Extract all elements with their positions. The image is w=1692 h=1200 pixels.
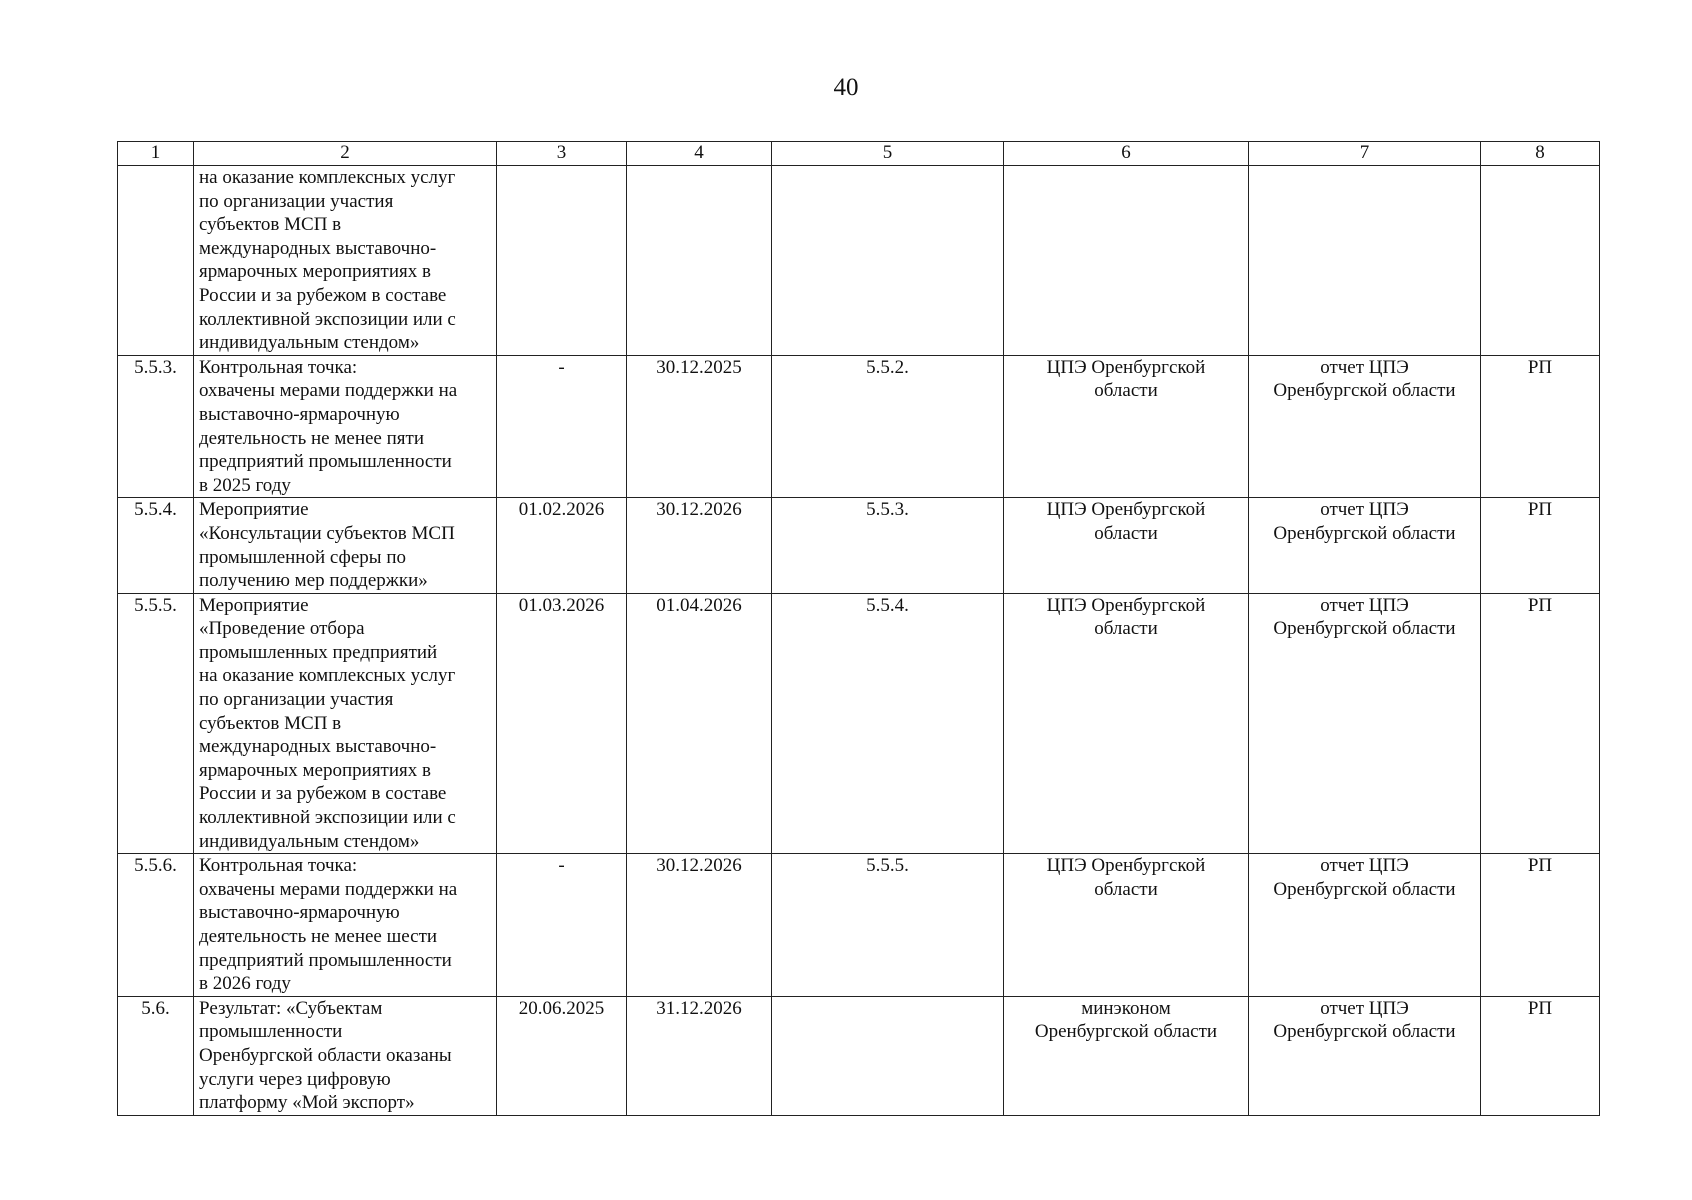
row-number-cell: [118, 996, 194, 1115]
start-date: 01.03.2026: [518, 594, 605, 616]
end-date: 30.12.2026: [656, 499, 742, 521]
description-line: выставочно-ярмарочную: [199, 403, 400, 425]
row-number-cell: [118, 166, 194, 356]
description-line: на оказание комплексных услуг: [199, 665, 456, 687]
control-level: РП: [1527, 499, 1553, 521]
description-line: на оказание комплексных услуг: [199, 167, 456, 188]
document-cell: [1249, 854, 1481, 997]
row-number: 5.5.5.: [134, 594, 177, 616]
responsible-line: Оренбургской области: [1034, 1021, 1218, 1043]
row-number: 5.5.4.: [134, 499, 177, 521]
table-row: [118, 355, 1600, 498]
description-line: Оренбургской области оказаны: [199, 1044, 452, 1066]
description-line: по организации участия: [199, 689, 394, 711]
table-body: [118, 166, 1600, 1116]
table-row: [118, 166, 1600, 356]
description-line: международных выставочно-: [199, 736, 437, 758]
description-line: Контрольная точка:: [199, 356, 358, 378]
end-date-cell: [627, 996, 772, 1115]
document-line: отчет ЦПЭ: [1320, 594, 1409, 616]
description-cell: [194, 355, 497, 498]
description-line: России и за рубежом в составе: [199, 783, 447, 805]
document-line: Оренбургской области: [1273, 878, 1456, 900]
description-line: предприятий промышленности: [199, 949, 452, 971]
predecessor-cell: [772, 996, 1004, 1115]
description-line: коллективной экспозиции или с: [199, 807, 456, 829]
start-date: 01.02.2026: [518, 499, 605, 521]
document-line: Оренбургской области: [1273, 618, 1456, 640]
column-header: 1: [118, 142, 194, 166]
row-number-cell: [118, 498, 194, 593]
column-header: 4: [627, 142, 772, 166]
description-line: промышленной сферы по: [199, 546, 406, 568]
description-line: охвачены мерами поддержки на: [199, 878, 458, 900]
start-date-cell: [497, 593, 627, 854]
row-number-cell: [118, 854, 194, 997]
description-line: деятельность не менее шести: [199, 926, 438, 947]
predecessor: 5.5.5.: [866, 855, 909, 877]
control-level-cell: [1481, 854, 1600, 997]
description-cell: [194, 498, 497, 593]
description-line: по организации участия: [199, 190, 394, 212]
start-date-cell: [497, 355, 627, 498]
description-line: получению мер поддержки»: [199, 570, 428, 592]
description-line: в 2026 году: [199, 973, 291, 995]
description-line: Мероприятие: [199, 594, 309, 616]
document-line: отчет ЦПЭ: [1320, 499, 1409, 521]
description-line: выставочно-ярмарочную: [199, 902, 400, 924]
predecessor-cell: [772, 498, 1004, 593]
start-date-cell: [497, 498, 627, 593]
responsible-line: ЦПЭ Оренбургской: [1046, 499, 1206, 521]
end-date-cell: [627, 854, 772, 997]
responsible-line: минэконом: [1081, 997, 1171, 1019]
column-header: 6: [1004, 142, 1249, 166]
responsible-line: области: [1094, 878, 1158, 900]
end-date: 30.12.2025: [656, 356, 742, 378]
description-cell: [194, 166, 497, 356]
responsible-line: ЦПЭ Оренбургской: [1046, 594, 1206, 616]
control-level: РП: [1527, 855, 1553, 877]
responsible-line: области: [1094, 618, 1158, 640]
predecessor: 5.5.4.: [866, 594, 909, 616]
control-level-cell: [1481, 355, 1600, 498]
start-date: 20.06.2025: [518, 997, 605, 1019]
control-level: РП: [1527, 997, 1553, 1019]
column-header: 2: [194, 142, 497, 166]
row-number-cell: [118, 593, 194, 854]
document-line: Оренбургской области: [1273, 522, 1456, 544]
document-line: отчет ЦПЭ: [1320, 997, 1409, 1019]
row-number-cell: [118, 355, 194, 498]
document-cell: [1249, 355, 1481, 498]
row-number: 5.6.: [141, 997, 170, 1019]
end-date-cell: [627, 498, 772, 593]
description-line: индивидуальным стендом»: [199, 830, 420, 852]
document-cell: [1249, 593, 1481, 854]
description-line: Контрольная точка:: [199, 855, 358, 877]
control-level-cell: [1481, 996, 1600, 1115]
description-cell: [194, 593, 497, 854]
document-cell: [1249, 996, 1481, 1115]
document-line: отчет ЦПЭ: [1320, 855, 1409, 877]
end-date: 31.12.2026: [656, 997, 742, 1019]
start-date-cell: [497, 854, 627, 997]
responsible-line: области: [1094, 380, 1158, 402]
header-row: [118, 142, 1600, 166]
control-level-cell: [1481, 498, 1600, 593]
responsible-cell: [1004, 166, 1249, 356]
end-date-cell: [627, 593, 772, 854]
responsible-line: ЦПЭ Оренбургской: [1046, 855, 1206, 877]
end-date-cell: [627, 355, 772, 498]
description-line: Результат: «Субъектам: [199, 997, 383, 1019]
table-header: [118, 142, 1600, 166]
predecessor: 5.5.3.: [866, 499, 909, 521]
predecessor-cell: [772, 593, 1004, 854]
description-line: промышленных предприятий: [199, 641, 438, 663]
description-cell: [194, 854, 497, 997]
control-level-cell: [1481, 166, 1600, 356]
column-header: 5: [772, 142, 1004, 166]
document-line: отчет ЦПЭ: [1320, 356, 1409, 378]
row-number: 5.5.3.: [134, 356, 177, 378]
description-line: промышленности: [199, 1021, 343, 1043]
responsible-cell: [1004, 498, 1249, 593]
description-line: услуги через цифровую: [199, 1068, 391, 1090]
description-line: субъектов МСП в: [199, 712, 342, 734]
description-line: ярмарочных мероприятиях в: [199, 261, 431, 283]
description-line: субъектов МСП в: [199, 214, 342, 236]
table-row: [118, 498, 1600, 593]
description-line: охвачены мерами поддержки на: [199, 380, 458, 402]
control-level: РП: [1527, 594, 1553, 616]
description-line: «Консультации субъектов МСП: [199, 522, 455, 544]
table-row: [118, 996, 1600, 1115]
description-cell: [194, 996, 497, 1115]
predecessor-cell: [772, 854, 1004, 997]
document-cell: [1249, 166, 1481, 356]
table-row: [118, 593, 1600, 854]
table-row: [118, 854, 1600, 997]
description-line: коллективной экспозиции или с: [199, 308, 456, 330]
end-date: 01.04.2026: [656, 594, 742, 616]
description-line: платформу «Мой экспорт»: [199, 1092, 415, 1114]
end-date: 30.12.2026: [656, 855, 742, 877]
page-number: 40: [833, 74, 859, 101]
document-line: Оренбургской области: [1273, 380, 1456, 402]
start-date-cell: [497, 166, 627, 356]
start-date: -: [558, 855, 565, 877]
description-line: предприятий промышленности: [199, 451, 452, 473]
description-line: России и за рубежом в составе: [199, 284, 447, 306]
column-header: 7: [1249, 142, 1481, 166]
description-line: Мероприятие: [199, 499, 309, 521]
description-line: «Проведение отбора: [199, 618, 365, 640]
row-number: 5.5.6.: [134, 855, 177, 877]
description-line: индивидуальным стендом»: [199, 332, 420, 354]
predecessor: 5.5.2.: [866, 356, 909, 378]
responsible-cell: [1004, 355, 1249, 498]
document-line: Оренбургской области: [1273, 1021, 1456, 1043]
responsible-line: области: [1094, 522, 1158, 544]
end-date-cell: [627, 166, 772, 356]
description-line: деятельность не менее пяти: [199, 427, 424, 449]
description-line: международных выставочно-: [199, 237, 437, 259]
responsible-cell: [1004, 996, 1249, 1115]
start-date-cell: [497, 996, 627, 1115]
start-date: -: [558, 356, 565, 378]
column-header: 3: [497, 142, 627, 166]
responsible-cell: [1004, 854, 1249, 997]
control-level: РП: [1527, 356, 1553, 378]
responsible-cell: [1004, 593, 1249, 854]
predecessor-cell: [772, 355, 1004, 498]
plan-table: [117, 141, 1600, 1116]
predecessor-cell: [772, 166, 1004, 356]
control-level-cell: [1481, 593, 1600, 854]
description-line: в 2025 году: [199, 474, 291, 496]
responsible-line: ЦПЭ Оренбургской: [1046, 356, 1206, 378]
document-cell: [1249, 498, 1481, 593]
description-line: ярмарочных мероприятиях в: [199, 759, 431, 781]
column-header: 8: [1481, 142, 1600, 166]
